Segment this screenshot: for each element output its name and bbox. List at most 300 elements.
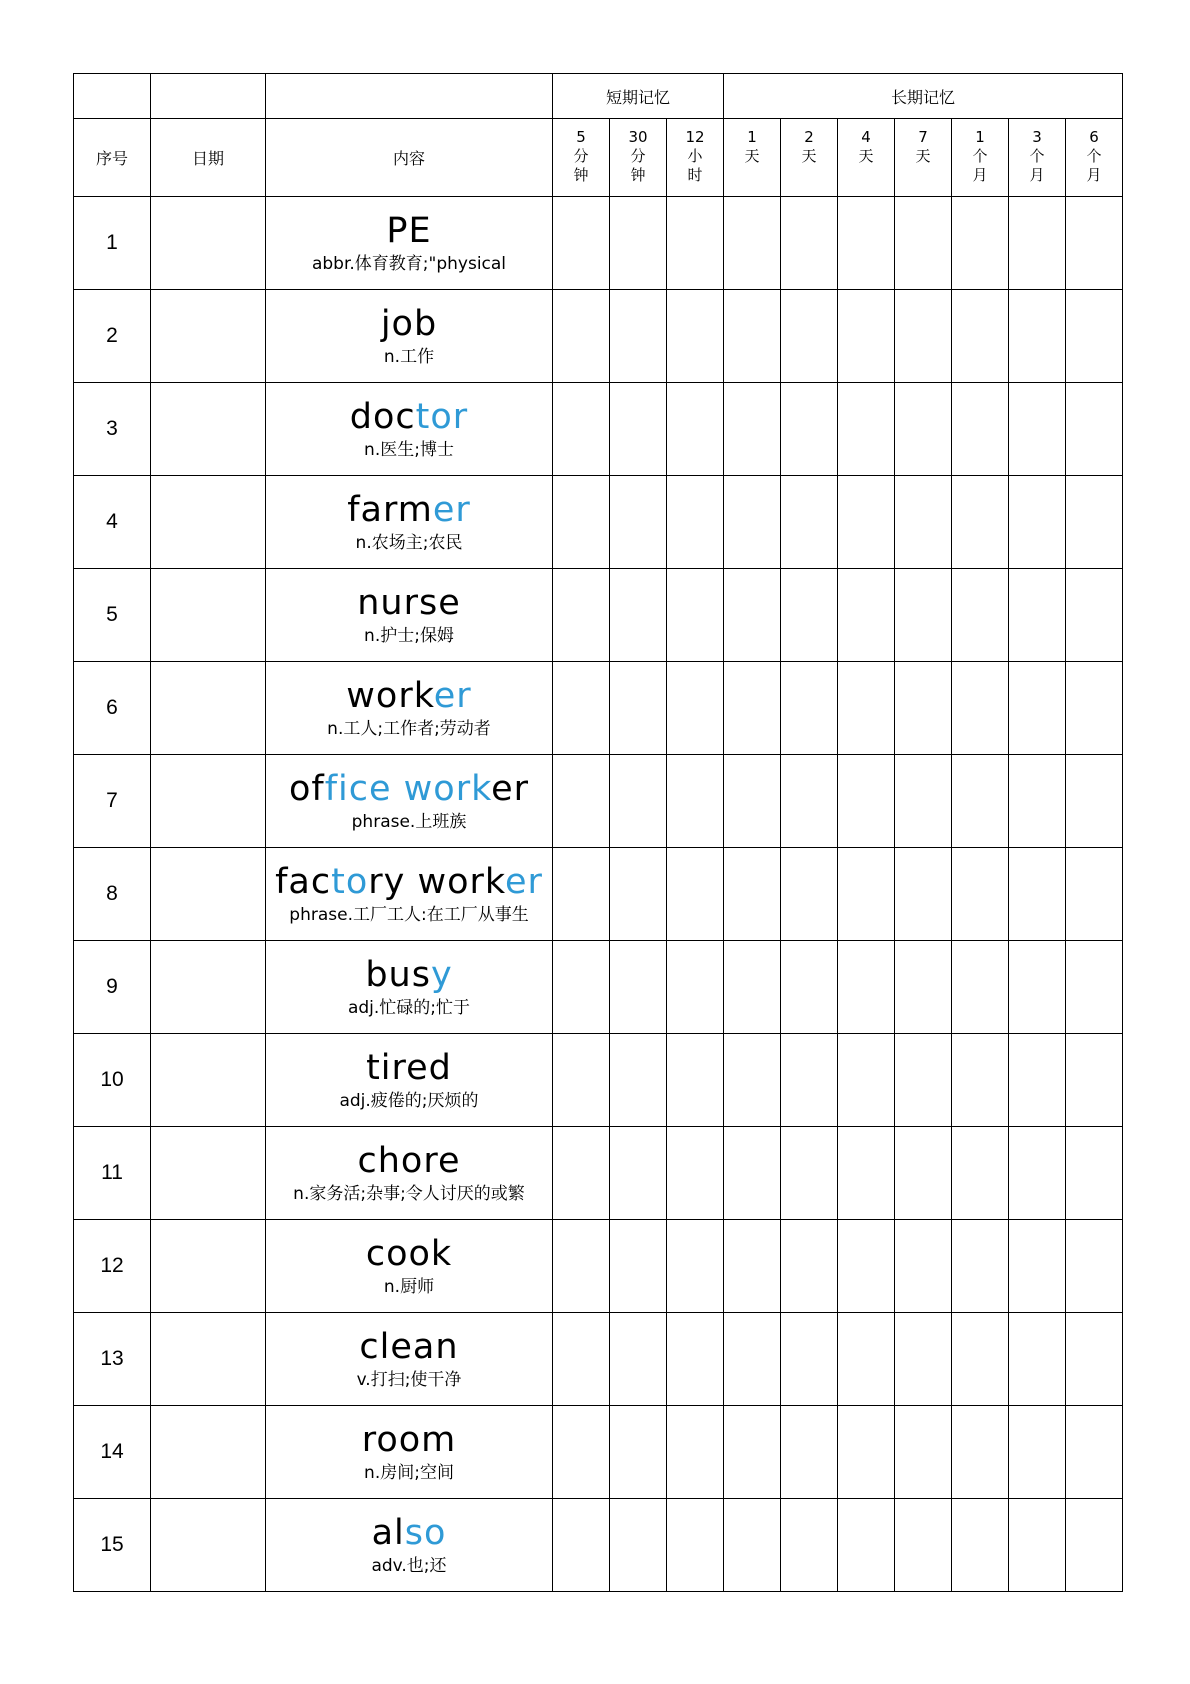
review-check-cell[interactable] <box>895 1313 952 1406</box>
review-check-cell[interactable] <box>667 1406 724 1499</box>
review-check-cell[interactable] <box>724 848 781 941</box>
review-check-cell[interactable] <box>553 848 610 941</box>
vocab-meaning: adj.疲倦的;厌烦的 <box>339 1091 479 1111</box>
review-check-cell[interactable] <box>724 662 781 755</box>
date-cell[interactable] <box>151 1499 266 1592</box>
review-check-cell[interactable] <box>1009 383 1066 476</box>
review-check-cell[interactable] <box>952 1127 1009 1220</box>
review-check-cell[interactable] <box>610 1406 667 1499</box>
review-check-cell[interactable] <box>1066 1220 1123 1313</box>
review-check-cell[interactable] <box>952 848 1009 941</box>
review-check-cell[interactable] <box>1009 662 1066 755</box>
review-check-cell[interactable] <box>838 290 895 383</box>
review-check-cell[interactable] <box>838 476 895 569</box>
review-check-cell[interactable] <box>553 476 610 569</box>
review-check-cell[interactable] <box>838 755 895 848</box>
interval-column-header <box>667 119 724 197</box>
word-segment: of <box>288 769 325 809</box>
interval-label-line: 4 <box>861 128 871 146</box>
review-check-cell[interactable] <box>553 755 610 848</box>
vocab-word <box>266 1047 552 1089</box>
review-check-cell[interactable] <box>781 1034 838 1127</box>
review-check-cell[interactable] <box>667 1127 724 1220</box>
date-cell[interactable] <box>151 662 266 755</box>
content-cell <box>266 197 553 290</box>
review-check-cell[interactable] <box>667 383 724 476</box>
content-cell <box>266 383 553 476</box>
word-segment: al <box>371 1513 405 1553</box>
review-check-cell[interactable] <box>667 1034 724 1127</box>
row-index: 12 <box>74 1220 151 1313</box>
review-check-cell[interactable] <box>724 476 781 569</box>
vocab-meaning: n.医生;博士 <box>364 440 454 460</box>
review-check-cell[interactable] <box>667 941 724 1034</box>
review-check-cell[interactable] <box>724 755 781 848</box>
review-check-cell[interactable] <box>1066 569 1123 662</box>
date-cell[interactable] <box>151 1220 266 1313</box>
short-term-header: 短期记忆 <box>553 74 724 119</box>
table-row <box>74 941 1123 1034</box>
row-index: 14 <box>74 1406 151 1499</box>
vocab-word <box>266 954 552 996</box>
row-index: 15 <box>74 1499 151 1592</box>
row-index: 3 <box>74 383 151 476</box>
review-check-cell[interactable] <box>781 290 838 383</box>
interval-label-line: 时 <box>687 166 703 184</box>
word-segment: chore <box>357 1141 461 1181</box>
review-check-cell[interactable] <box>1009 1034 1066 1127</box>
date-cell[interactable] <box>151 1127 266 1220</box>
review-check-cell[interactable] <box>667 755 724 848</box>
vocab-word <box>266 675 552 717</box>
review-check-cell[interactable] <box>895 941 952 1034</box>
table-row <box>74 662 1123 755</box>
review-check-cell[interactable] <box>838 848 895 941</box>
content-cell <box>266 1313 553 1406</box>
row-index: 10 <box>74 1034 151 1127</box>
review-check-cell[interactable] <box>667 1220 724 1313</box>
review-check-cell[interactable] <box>667 569 724 662</box>
review-check-cell[interactable] <box>610 569 667 662</box>
vocab-meaning: v.打扫;使干净 <box>356 1370 462 1390</box>
vocab-word <box>266 1326 552 1368</box>
vocab-meaning: n.家务活;杂事;令人讨厌的或繁 <box>293 1184 525 1204</box>
word-segment: farm <box>347 490 433 530</box>
row-index: 9 <box>74 941 151 1034</box>
interval-label-line: 6 <box>1089 128 1099 146</box>
row-index: 11 <box>74 1127 151 1220</box>
date-cell[interactable] <box>151 848 266 941</box>
interval-label-line: 7 <box>918 128 928 146</box>
interval-column-header <box>838 119 895 197</box>
review-check-cell[interactable] <box>781 383 838 476</box>
review-check-cell[interactable] <box>610 383 667 476</box>
content-cell <box>266 1034 553 1127</box>
review-check-cell[interactable] <box>1066 755 1123 848</box>
table-row <box>74 569 1123 662</box>
review-check-cell[interactable] <box>1066 848 1123 941</box>
vocab-meaning: n.农场主;农民 <box>355 533 463 553</box>
review-check-cell[interactable] <box>952 662 1009 755</box>
date-cell[interactable] <box>151 1406 266 1499</box>
review-check-cell[interactable] <box>1009 476 1066 569</box>
vocab-word <box>266 1233 552 1275</box>
vocab-meaning: n.房间;空间 <box>364 1463 454 1483</box>
review-check-cell[interactable] <box>781 941 838 1034</box>
review-check-cell[interactable] <box>838 1127 895 1220</box>
date-cell[interactable] <box>151 941 266 1034</box>
review-check-cell[interactable] <box>1009 755 1066 848</box>
review-check-cell[interactable] <box>667 848 724 941</box>
row-index: 6 <box>74 662 151 755</box>
interval-label-line: 天 <box>858 147 874 165</box>
review-check-cell[interactable] <box>895 1406 952 1499</box>
word-segment: job <box>380 304 438 344</box>
vocab-word <box>266 1140 552 1182</box>
content-cell <box>266 941 553 1034</box>
review-check-cell[interactable] <box>1009 1313 1066 1406</box>
review-check-cell[interactable] <box>1066 476 1123 569</box>
review-check-cell[interactable] <box>724 1406 781 1499</box>
table-row <box>74 476 1123 569</box>
interval-label-line: 钟 <box>630 166 646 184</box>
content-cell <box>266 569 553 662</box>
review-check-cell[interactable] <box>781 1499 838 1592</box>
row-index: 4 <box>74 476 151 569</box>
date-cell[interactable] <box>151 1034 266 1127</box>
header-blank-cell <box>151 74 266 119</box>
date-cell[interactable] <box>151 476 266 569</box>
interval-label-line: 3 <box>1032 128 1042 146</box>
review-check-cell[interactable] <box>1009 1499 1066 1592</box>
header-group-row <box>74 74 1123 119</box>
header-column-row <box>74 119 1123 197</box>
review-check-cell[interactable] <box>952 290 1009 383</box>
review-check-cell[interactable] <box>610 290 667 383</box>
review-check-cell[interactable] <box>553 197 610 290</box>
table-row <box>74 290 1123 383</box>
review-check-cell[interactable] <box>781 662 838 755</box>
review-check-cell[interactable] <box>724 569 781 662</box>
date-cell[interactable] <box>151 383 266 476</box>
review-check-cell[interactable] <box>895 848 952 941</box>
review-check-cell[interactable] <box>838 662 895 755</box>
word-segment: ry work <box>368 862 505 902</box>
review-check-cell[interactable] <box>895 1220 952 1313</box>
review-check-cell[interactable] <box>1066 290 1123 383</box>
review-check-cell[interactable] <box>1066 383 1123 476</box>
review-check-cell[interactable] <box>1009 848 1066 941</box>
word-segment: doc <box>349 397 416 437</box>
content-cell <box>266 755 553 848</box>
row-index: 8 <box>74 848 151 941</box>
interval-label-line: 5 <box>576 128 586 146</box>
table-row <box>74 1220 1123 1313</box>
review-check-cell[interactable] <box>1009 197 1066 290</box>
interval-column-header <box>610 119 667 197</box>
review-check-cell[interactable] <box>1066 197 1123 290</box>
vocab-meaning: abbr.体育教育;"physical <box>311 254 507 274</box>
review-check-cell[interactable] <box>667 1313 724 1406</box>
review-check-cell[interactable] <box>781 1406 838 1499</box>
review-check-cell[interactable] <box>724 1220 781 1313</box>
review-check-cell[interactable] <box>610 476 667 569</box>
interval-label-line: 个 <box>972 147 988 165</box>
interval-label-line: 小 <box>687 147 703 165</box>
row-index: 5 <box>74 569 151 662</box>
date-cell[interactable] <box>151 755 266 848</box>
word-highlight-segment: so <box>404 1513 447 1553</box>
interval-column-header <box>553 119 610 197</box>
content-cell <box>266 1220 553 1313</box>
word-segment: er <box>491 769 530 809</box>
review-check-cell[interactable] <box>838 1499 895 1592</box>
review-check-cell[interactable] <box>610 1313 667 1406</box>
vocab-word <box>266 489 552 531</box>
review-check-cell[interactable] <box>553 1127 610 1220</box>
review-check-cell[interactable] <box>838 1034 895 1127</box>
review-check-cell[interactable] <box>781 1220 838 1313</box>
review-check-cell[interactable] <box>781 476 838 569</box>
table-row <box>74 1313 1123 1406</box>
review-check-cell[interactable] <box>952 941 1009 1034</box>
review-check-cell[interactable] <box>1009 1220 1066 1313</box>
vocab-word <box>266 1512 552 1554</box>
review-check-cell[interactable] <box>952 1406 1009 1499</box>
review-check-cell[interactable] <box>553 662 610 755</box>
table-row <box>74 755 1123 848</box>
interval-label-line: 个 <box>1086 147 1102 165</box>
review-check-cell[interactable] <box>1066 1034 1123 1127</box>
interval-label-line: 月 <box>1086 166 1102 184</box>
review-check-cell[interactable] <box>1009 941 1066 1034</box>
word-highlight-segment: tor <box>415 397 469 437</box>
content-cell <box>266 1127 553 1220</box>
word-segment: cook <box>365 1234 453 1274</box>
interval-column-header <box>895 119 952 197</box>
review-check-cell[interactable] <box>553 1034 610 1127</box>
review-check-cell[interactable] <box>1009 290 1066 383</box>
review-check-cell[interactable] <box>952 197 1009 290</box>
content-cell <box>266 476 553 569</box>
word-highlight-segment: fice work <box>324 769 492 809</box>
interval-column-header <box>1009 119 1066 197</box>
row-index: 2 <box>74 290 151 383</box>
table-row <box>74 1127 1123 1220</box>
row-index: 1 <box>74 197 151 290</box>
word-segment: nurse <box>357 583 461 623</box>
review-check-cell[interactable] <box>553 1220 610 1313</box>
review-check-cell[interactable] <box>1066 1406 1123 1499</box>
review-check-cell[interactable] <box>610 755 667 848</box>
review-check-cell[interactable] <box>553 941 610 1034</box>
interval-label-line: 天 <box>915 147 931 165</box>
vocab-meaning: n.厨师 <box>383 1277 435 1297</box>
review-check-cell[interactable] <box>1009 1406 1066 1499</box>
content-cell <box>266 1499 553 1592</box>
review-check-cell[interactable] <box>781 197 838 290</box>
date-cell[interactable] <box>151 197 266 290</box>
interval-label-line: 30 <box>628 128 648 146</box>
review-check-cell[interactable] <box>952 1499 1009 1592</box>
review-check-cell[interactable] <box>895 569 952 662</box>
date-column-header: 日期 <box>151 119 266 197</box>
review-check-cell[interactable] <box>724 290 781 383</box>
interval-column-header <box>781 119 838 197</box>
review-check-cell[interactable] <box>952 1220 1009 1313</box>
review-check-cell[interactable] <box>838 1220 895 1313</box>
review-check-cell[interactable] <box>667 662 724 755</box>
review-check-cell[interactable] <box>838 941 895 1034</box>
interval-label-line: 天 <box>744 147 760 165</box>
table-row <box>74 1499 1123 1592</box>
content-cell <box>266 1406 553 1499</box>
index-column-header: 序号 <box>74 119 151 197</box>
word-segment: PE <box>386 211 432 251</box>
review-check-cell[interactable] <box>724 941 781 1034</box>
review-check-cell[interactable] <box>553 1406 610 1499</box>
review-check-cell[interactable] <box>1009 1127 1066 1220</box>
review-check-cell[interactable] <box>895 1499 952 1592</box>
interval-label-line: 分 <box>630 147 646 165</box>
word-segment: bus <box>365 955 431 995</box>
word-highlight-segment: er <box>433 676 472 716</box>
review-check-cell[interactable] <box>838 383 895 476</box>
word-segment: tired <box>366 1048 452 1088</box>
vocab-word <box>266 582 552 624</box>
review-check-cell[interactable] <box>724 1499 781 1592</box>
word-highlight-segment: y <box>430 955 453 995</box>
review-check-cell[interactable] <box>1009 569 1066 662</box>
review-check-cell[interactable] <box>610 1499 667 1592</box>
review-check-cell[interactable] <box>667 476 724 569</box>
review-check-cell[interactable] <box>724 383 781 476</box>
vocab-word <box>266 303 552 345</box>
interval-label-line: 分 <box>573 147 589 165</box>
review-check-cell[interactable] <box>1066 1313 1123 1406</box>
review-check-cell[interactable] <box>838 1313 895 1406</box>
vocab-meaning: adv.也;还 <box>371 1556 447 1576</box>
vocab-meaning: phrase.工厂工人:在工厂从事生 <box>289 905 529 925</box>
vocab-meaning: n.工作 <box>383 347 435 367</box>
review-check-cell[interactable] <box>895 476 952 569</box>
vocab-meaning: n.工人;工作者;劳动者 <box>327 719 491 739</box>
table-row <box>74 1034 1123 1127</box>
review-check-cell[interactable] <box>667 290 724 383</box>
review-check-cell[interactable] <box>610 662 667 755</box>
review-check-cell[interactable] <box>952 1313 1009 1406</box>
review-check-cell[interactable] <box>838 569 895 662</box>
row-index: 7 <box>74 755 151 848</box>
table-row <box>74 1406 1123 1499</box>
interval-column-header <box>1066 119 1123 197</box>
table-row <box>74 848 1123 941</box>
review-check-cell[interactable] <box>1066 1127 1123 1220</box>
review-check-cell[interactable] <box>781 755 838 848</box>
review-check-cell[interactable] <box>952 569 1009 662</box>
review-check-cell[interactable] <box>838 1406 895 1499</box>
review-check-cell[interactable] <box>553 1313 610 1406</box>
interval-label-line: 月 <box>1029 166 1045 184</box>
long-term-header: 长期记忆 <box>724 74 1123 119</box>
header-blank-cell <box>74 74 151 119</box>
interval-label-line: 钟 <box>573 166 589 184</box>
review-check-cell[interactable] <box>1066 1499 1123 1592</box>
review-check-cell[interactable] <box>895 1127 952 1220</box>
review-check-cell[interactable] <box>781 1313 838 1406</box>
review-check-cell[interactable] <box>667 1499 724 1592</box>
interval-column-header <box>724 119 781 197</box>
review-check-cell[interactable] <box>895 662 952 755</box>
review-check-cell[interactable] <box>1066 662 1123 755</box>
review-check-cell[interactable] <box>952 755 1009 848</box>
header-blank-cell <box>266 74 553 119</box>
review-check-cell[interactable] <box>952 383 1009 476</box>
review-check-cell[interactable] <box>553 290 610 383</box>
review-check-cell[interactable] <box>838 197 895 290</box>
review-check-cell[interactable] <box>781 1127 838 1220</box>
vocab-word <box>266 1419 552 1461</box>
review-check-cell[interactable] <box>724 1313 781 1406</box>
word-highlight-segment: er <box>432 490 471 530</box>
review-check-cell[interactable] <box>553 569 610 662</box>
review-check-cell[interactable] <box>610 1220 667 1313</box>
review-check-cell[interactable] <box>724 197 781 290</box>
vocab-word <box>266 396 552 438</box>
table-row <box>74 383 1123 476</box>
date-cell[interactable] <box>151 569 266 662</box>
review-check-cell[interactable] <box>610 848 667 941</box>
review-check-cell[interactable] <box>781 569 838 662</box>
review-check-cell[interactable] <box>895 197 952 290</box>
review-check-cell[interactable] <box>895 1034 952 1127</box>
interval-column-header <box>952 119 1009 197</box>
row-index: 13 <box>74 1313 151 1406</box>
interval-label-line: 月 <box>972 166 988 184</box>
table-row <box>74 197 1123 290</box>
review-check-cell[interactable] <box>781 848 838 941</box>
review-check-cell[interactable] <box>610 1127 667 1220</box>
review-check-cell[interactable] <box>895 383 952 476</box>
review-check-cell[interactable] <box>610 941 667 1034</box>
date-cell[interactable] <box>151 290 266 383</box>
review-check-cell[interactable] <box>553 383 610 476</box>
review-check-cell[interactable] <box>610 197 667 290</box>
word-segment: clean <box>359 1327 459 1367</box>
content-cell <box>266 662 553 755</box>
review-check-cell[interactable] <box>952 476 1009 569</box>
interval-label-line: 个 <box>1029 147 1045 165</box>
review-check-cell[interactable] <box>895 290 952 383</box>
date-cell[interactable] <box>151 1313 266 1406</box>
review-check-cell[interactable] <box>610 1034 667 1127</box>
vocab-meaning: n.护士;保姆 <box>364 626 454 646</box>
review-check-cell[interactable] <box>895 755 952 848</box>
vocab-meaning: adj.忙碌的;忙于 <box>347 998 471 1018</box>
word-highlight-segment: to <box>331 862 369 902</box>
review-check-cell[interactable] <box>667 197 724 290</box>
vocab-meaning: phrase.上班族 <box>351 812 467 832</box>
vocab-review-table <box>73 73 1123 1592</box>
review-check-cell[interactable] <box>952 1034 1009 1127</box>
vocab-word <box>266 210 552 252</box>
interval-label-line: 1 <box>975 128 985 146</box>
review-check-cell[interactable] <box>553 1499 610 1592</box>
review-check-cell[interactable] <box>724 1034 781 1127</box>
review-check-cell[interactable] <box>1066 941 1123 1034</box>
review-check-cell[interactable] <box>724 1127 781 1220</box>
word-segment: room <box>361 1420 457 1460</box>
